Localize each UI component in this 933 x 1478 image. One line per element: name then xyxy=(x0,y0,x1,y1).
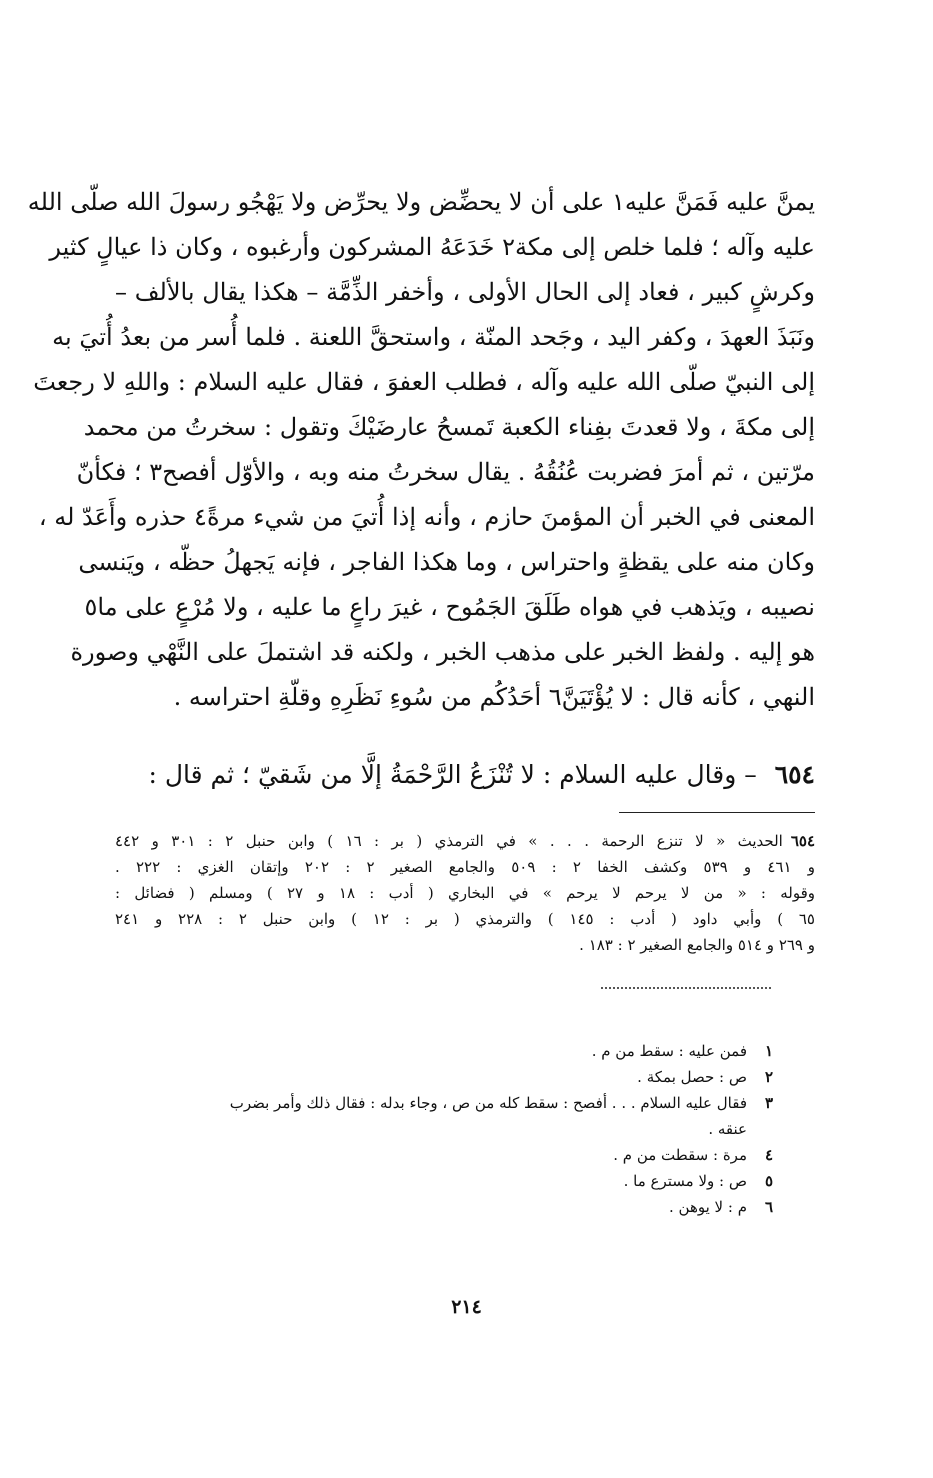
text-line-6: إلى مكةَ ، ولا قعدتَ بفِناء الكعبة تَمسحُ عارضَيْكَ وتقول : سخرتُ من محمد xyxy=(83,413,815,441)
note-item xyxy=(113,1168,773,1194)
note-number: ٢ xyxy=(764,1068,773,1086)
reference-line: ٦٥ ) وأبي داود ( أدب : ١٤٥ ) والترمذي ( بر : ١٢ ) وابن حنبل ٢ : ٢٢٨ و ٢٤١ xyxy=(115,910,815,928)
variant-notes xyxy=(113,1038,773,1220)
note-text: مرة : سقطت من م . xyxy=(613,1146,747,1164)
note-number: ٦ xyxy=(764,1198,773,1216)
reference-line: و ٤٦١ و ٥٣٩ وكشف الخفا ٢ : ٥٠٩ والجامع الصغير ٢ : ٢٠٢ وإتقان الغزي : ٢٢٢ . xyxy=(115,858,816,876)
reference-line: و ٢٦٩ و ٥١٤ والجامع الصغير ٢ : ١٨٣ . xyxy=(579,936,815,954)
text-line-1: يمنَّ عليه فَمَنَّ عليه١ على أن لا يحضِّض ولا يحرِّض ولا يَهْجُو رسولَ الله صلّى الله xyxy=(27,188,815,216)
reference-line: وقوله : « من لا يرحم لا يرحم » في البخاري ( أدب : ١٨ و ٢٧ ) ومسلم ( فضائل : xyxy=(115,884,815,902)
reference-number: ٦٥٤ xyxy=(790,832,816,850)
hadith-text: – وقال عليه السلام : لا تُنْزَعُ الرَّحْمَةُ إلَّا من شَقيّ ؛ ثم قال : xyxy=(148,760,757,789)
note-item xyxy=(113,1142,773,1168)
page-number: ٢١٤ xyxy=(451,1296,482,1318)
note-continuation: عنقه . xyxy=(708,1120,747,1138)
text-line-7: مرّتين ، ثم أمرَ فضربت عُنُقُهُ . يقال سخرتُ منه وبه ، والأوّل أفصح٣ ؛ فكأنّ xyxy=(76,458,815,486)
note-item xyxy=(113,1038,773,1064)
reference-text: الحديث « لا تنزع الرحمة . . . » في الترمذي ( بر : ١٦ ) وابن حنبل ٢ : ٣٠١ و ٤٤٢ xyxy=(115,832,783,850)
text-line-9: وكان منه على يقظةٍ واحتراس ، وما هكذا الفاجر ، فإنه يَجهلُ حظّه ، ويَنسى xyxy=(78,548,815,576)
text-line-8: المعنى في الخبر أن المؤمنَ حازم ، وأنه إذا أُتيَ من شيء مرةً٤ حذره وأَعَدّ له ، xyxy=(38,503,815,531)
main-text-block xyxy=(27,180,815,720)
text-line-11: هو إليه . ولفظ الخبر على مذهب الخبر ، ولكنه قد اشتملَ على النَّهْي وصورة xyxy=(70,638,815,666)
text-line-3: وكرشٍ كبير ، فعاد إلى الحال الأولى ، وأخفر الذِّمَّة – هكذا يقال بالألف – xyxy=(115,278,815,306)
text-line-4: ونَبَذَ العهدَ ، وكفر اليد ، وجَحد المنّة ، واستحقَّ اللعنة . فلما أُسر من بعدُ أُتيَ به xyxy=(52,323,815,351)
reference-line xyxy=(115,828,815,854)
text-line-12: النهي ، كأنه قال : لا يُؤْتَيَنَّ٦ أحَدُكُم من سُوءِ نَظَرِهِ وقلّةِ احتراسه . xyxy=(173,683,815,711)
text-line-2: عليه وآله ؛ فلما خلص إلى مكة٢ خَدَعَهُ المشركون وأرغبوه ، وكان ذا عيالٍ كثير xyxy=(49,233,815,261)
text-line-10: نصيبه ، ويَذهب في هواه طَلَقَ الجَمُوح ، غيرَ راعٍ ما عليه ، ولا مُرْعٍ على ما٥ xyxy=(84,593,815,621)
hadith-entry xyxy=(115,752,815,797)
notes-separator xyxy=(601,987,771,989)
note-text: فقال عليه السلام . . . أفصح : سقط كله من ص ، وجاء بدله : فقال ذلك وأمر بضرب xyxy=(229,1094,747,1112)
note-text: فمن عليه : سقط من م . xyxy=(591,1042,747,1060)
note-number: ١ xyxy=(764,1042,773,1060)
note-number: ٤ xyxy=(764,1146,773,1164)
note-text: م : لا يوهن . xyxy=(669,1198,747,1216)
note-text: ص : ولا مسترع ما . xyxy=(623,1172,747,1190)
note-number: ٥ xyxy=(764,1172,773,1190)
note-text: ص : حصل بمكة . xyxy=(637,1068,747,1086)
text-line-5: إلى النبيّ صلّى الله عليه وآله ، فطلب العفوَ ، فقال عليه السلام : واللهِ لا رجعتَ xyxy=(33,368,815,396)
note-item xyxy=(113,1064,773,1090)
note-item xyxy=(113,1090,773,1142)
footnote-separator xyxy=(619,812,815,813)
note-number: ٣ xyxy=(764,1094,773,1112)
hadith-number: ٦٥٤ xyxy=(774,760,815,789)
references-block xyxy=(115,828,815,958)
note-item xyxy=(113,1194,773,1220)
